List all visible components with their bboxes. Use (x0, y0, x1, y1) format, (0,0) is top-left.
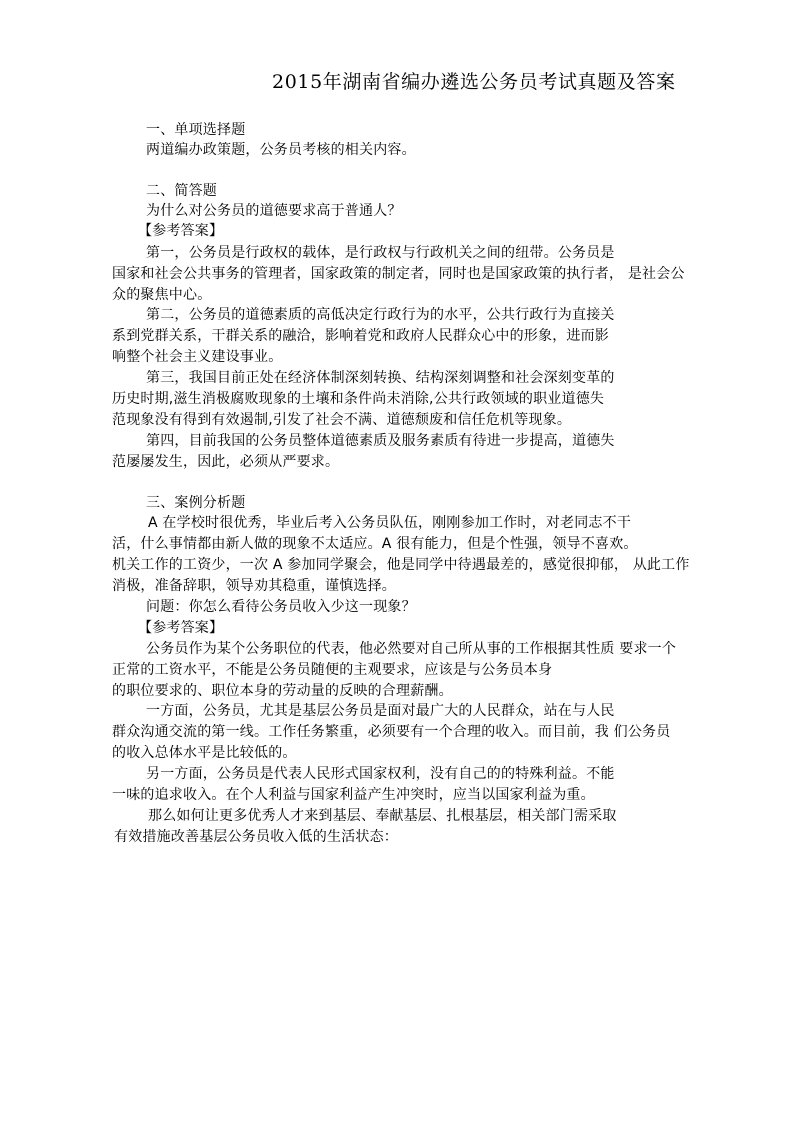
page-title: 2015年湖南省编办遴选公务员考试真题及答案 (272, 71, 676, 93)
paragraph-line: 另一方面，公务员是代表人民形式国家权利，没有自己的的特殊利益。不能 (146, 766, 615, 782)
paragraph-line: 历史时期,滋生消极腐败现象的土壤和条件尚未消除,公共行政领域的职业道德失 (112, 391, 605, 407)
paragraph-line: 范现象没有得到有效遏制,引发了社会不满、道德颓废和信任危机等现象。 (112, 412, 572, 428)
short-answer-question: 为什么对公务员的道德要求高于普通人？ (146, 203, 402, 219)
case-question: 问题：你怎么看待公务员收入少这一现象？ (146, 599, 416, 615)
paragraph-line: 的职位要求的、职位本身的劳动量的反映的合理薪酬。 (112, 683, 453, 699)
paragraph-line: 系到党群关系，干群关系的融洽，影响着党和政府人民群众心中的形象，进而影 (112, 328, 609, 344)
paragraph-line: 群众沟通交流的第一线。工作任务繁重，必须要有一个合理的收入。而目前，我 们公务员 (112, 724, 671, 740)
paragraph-line: 机关工作的工资少，一次 A 参加同学聚会，他是同学中待遇最差的，感觉很抑郁， 从此工作 (112, 557, 690, 573)
paragraph-line: 公务员作为某个公务职位的代表，他必然要对自己所从事的工作根据其性质 要求一个 (146, 641, 677, 657)
paragraph-line: 一方面，公务员，尤其是基层公务员是面对最广大的人民群众，站在与人民 (146, 703, 615, 719)
section-heading-short-answer: 二、简答题 (146, 183, 217, 199)
paragraph-line: 响整个社会主义建设事业。 (112, 349, 283, 365)
paragraph-line: 活，什么事情都由新人做的现象不太适应。A 很有能力，但是个性强，领导不喜欢。 (112, 536, 638, 552)
paragraph-line: 第三，我国目前正处在经济体制深刻转换、结构深刻调整和社会深刻变革的 (146, 370, 615, 386)
section-heading-case-analysis: 三、案例分析题 (146, 495, 246, 511)
paragraph-line: 消极，准备辞职，领导劝其稳重，谨慎选择。 (112, 578, 396, 594)
paragraph-line: 的收入总体水平是比较低的。 (112, 745, 297, 761)
section-heading-single-choice: 一、单项选择题 (146, 122, 246, 138)
paragraph-line: 一味的追求收入。在个人利益与国家利益产生冲突时，应当以国家利益为重。 (112, 787, 595, 803)
answer-label: 【参考答案】 (138, 620, 224, 636)
paragraph-line: 国家和社会公共事务的管理者，国家政策的制定者，同时也是国家政策的执行者， 是社会公 (112, 266, 685, 282)
section1-text: 两道编办政策题，公务员考核的相关内容。 (146, 142, 416, 158)
paragraph-line: 第四，目前我国的公务员整体道德素质及服务素质有待进一步提高，道德失 (146, 433, 615, 449)
paragraph-line: 第二，公务员的道德素质的高低决定行政行为的水平，公共行政行为直接关 (146, 307, 615, 323)
answer-label: 【参考答案】 (138, 223, 224, 239)
paragraph-line: 范屡屡发生，因此，必须从严要求。 (112, 454, 340, 470)
paragraph-line: 众的聚焦中心。 (112, 287, 212, 303)
paragraph-line: 那么如何让更多优秀人才来到基层、奉献基层、扎根基层，相关部门需采取 (148, 808, 617, 824)
paragraph-line: A 在学校时很优秀，毕业后考入公务员队伍，刚刚参加工作时，对老同志不干 (148, 515, 632, 531)
paragraph-line: 有效措施改善基层公务员收入低的生活状态： (114, 829, 398, 845)
paragraph-line: 第一，公务员是行政权的载体，是行政权与行政机关之间的纽带。公务员是 (146, 245, 615, 261)
paragraph-line: 正常的工资水平，不能是公务员随便的主观要求，应该是与公务员本身 (112, 662, 553, 678)
